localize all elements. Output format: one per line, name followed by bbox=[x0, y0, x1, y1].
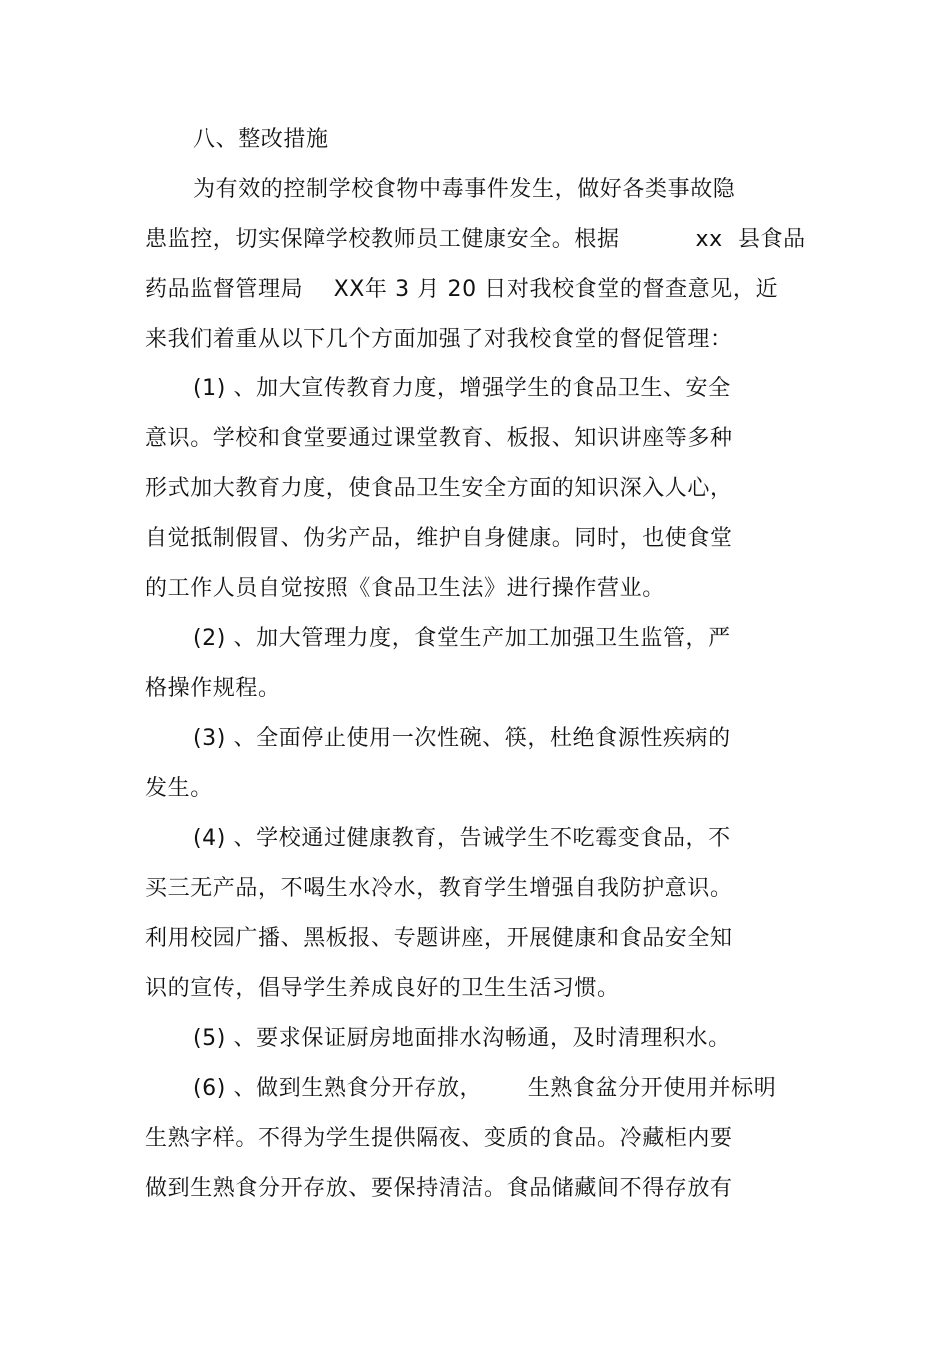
paragraph-line: 利用校园广播、黑板报、专题讲座，开展健康和食品安全知 bbox=[145, 926, 733, 951]
paragraph-line: 发生。 bbox=[145, 776, 213, 801]
paragraph-line: 做到生熟食分开存放、要保持清洁。食品储藏间不得存放有 bbox=[145, 1176, 733, 1201]
paragraph-line: 意识。学校和食堂要通过课堂教育、板报、知识讲座等多种 bbox=[145, 426, 733, 451]
paragraph-line: 生熟字样。不得为学生提供隔夜、变质的食品。冷藏柜内要 bbox=[145, 1126, 733, 1151]
list-item-line: (2) 、加大管理力度，食堂生产加工加强卫生监管，严 bbox=[193, 626, 731, 651]
list-item-line: (6) 、做到生熟食分开存放， 生熟食盆分开使用并标明 bbox=[193, 1076, 777, 1101]
paragraph-line: 的工作人员自觉按照《食品卫生法》进行操作营业。 bbox=[145, 576, 665, 601]
list-item-line: (1) 、加大宣传教育力度，增强学生的食品卫生、安全 bbox=[193, 376, 731, 401]
list-item-line: (3) 、全面停止使用一次性碗、筷，杜绝食源性疾病的 bbox=[193, 726, 731, 751]
list-item-line: (4) 、学校通过健康教育，告诫学生不吃霉变食品，不 bbox=[193, 826, 731, 851]
paragraph-line: 患监控，切实保障学校教师员工健康安全。根据 xx 县食品 bbox=[145, 227, 806, 252]
paragraph-line: 为有效的控制学校食物中毒事件发生，做好各类事故隐 bbox=[193, 177, 736, 202]
paragraph-line: 药品监督管理局 XX年 3 月 20 日对我校食堂的督查意见，近 bbox=[145, 277, 779, 302]
paragraph-line: 来我们着重从以下几个方面加强了对我校食堂的督促管理： bbox=[145, 327, 733, 352]
list-item-line: (5) 、要求保证厨房地面排水沟畅通，及时清理积水。 bbox=[193, 1026, 731, 1051]
paragraph-line: 自觉抵制假冒、伪劣产品，维护自身健康。同时，也使食堂 bbox=[145, 526, 733, 551]
paragraph-line: 识的宣传，倡导学生养成良好的卫生生活习惯。 bbox=[145, 976, 620, 1001]
paragraph-line: 形式加大教育力度，使食品卫生安全方面的知识深入人心， bbox=[145, 476, 733, 501]
section-heading: 八、整改措施 bbox=[193, 127, 329, 152]
paragraph-line: 买三无产品，不喝生水冷水，教育学生增强自我防护意识。 bbox=[145, 876, 733, 901]
paragraph-line: 格操作规程。 bbox=[145, 676, 281, 701]
